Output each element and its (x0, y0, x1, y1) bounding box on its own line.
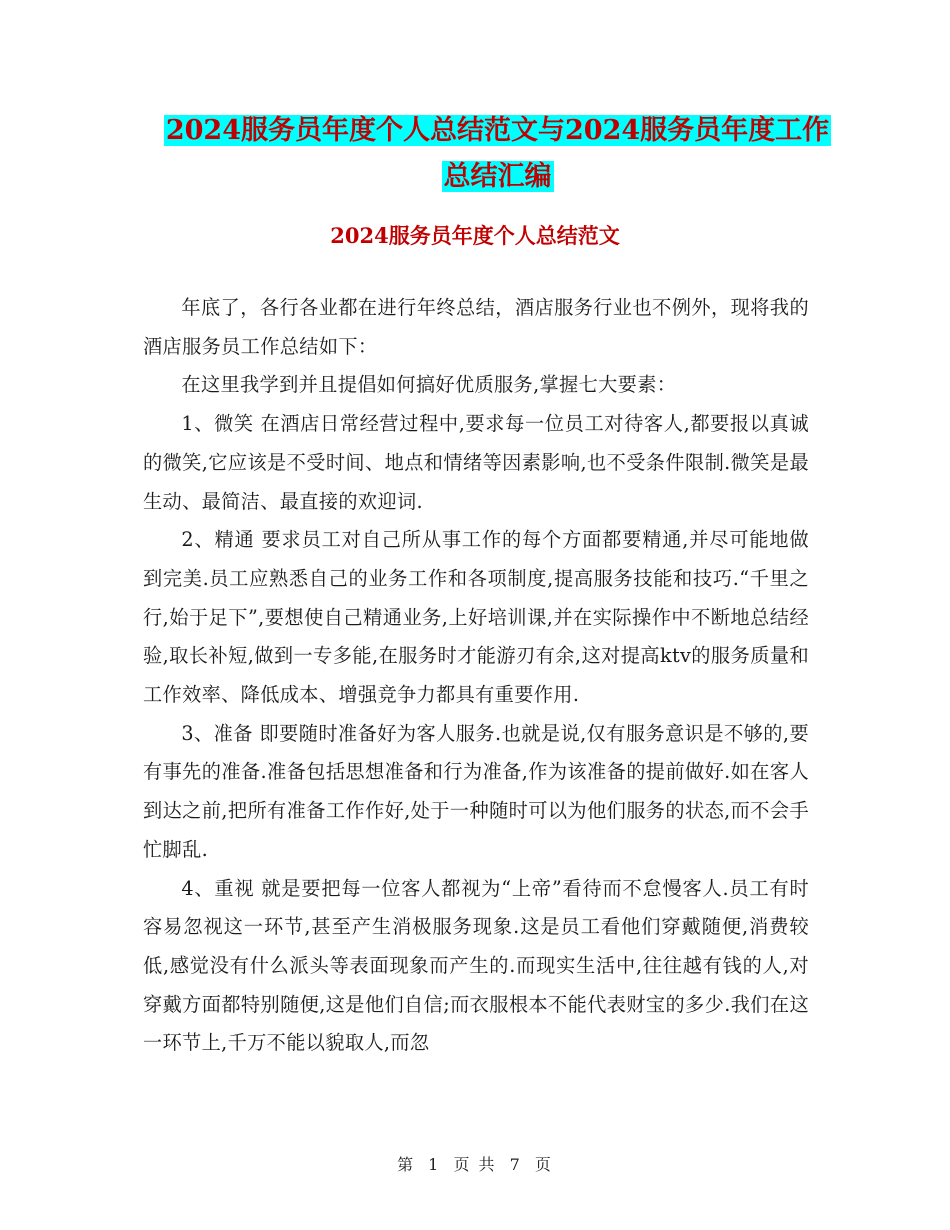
paragraph-preparation: 3、准备 即要随时准备好为客人服务.也就是说,仅有服务意识是不够的,要有事先的准备.准备包括思想准备和行为准备,作为该准备的提前做好.如在客人到达之前,把所有准备工作作好,处于一种随时可以为他们服务的状态,而不会手忙脚乱. (143, 721, 809, 861)
section-title: 2024服务员年度个人总结范文 (330, 223, 620, 248)
paragraph-elements: 在这里我学到并且提倡如何搞好优质服务,掌握七大要素： (181, 373, 677, 397)
title-line-1: 2024服务员年度个人总结范文与2024服务员年度工作 (165, 115, 830, 146)
page-footer (0, 1152, 950, 1175)
footer-current-page: 1 (428, 1155, 441, 1174)
footer-total-pages: 7 (509, 1155, 522, 1174)
document-title (140, 108, 855, 200)
paragraph-smile: 1、微笑 在酒店日常经营过程中,要求每一位员工对待客人,都要报以真诚的微笑,它应该是不受时间、地点和情绪等因素影响,也不受条件限制.微笑是最生动、最简洁、最直接的欢迎词. (143, 412, 809, 513)
paragraph-attention: 4、重视 就是要把每一位客人都视为“上帝”看待而不怠慢客人.员工有时容易忽视这一环节,甚至产生消极服务现象.这是员工看他们穿戴随便,消费较低,感觉没有什么派头等表面现象而产生的.而现实生活中,往往越有钱的人,对穿戴方面都特别随便,这是他们自信;而衣服根本不能代表财宝的多少.我们在这一环节上,千万不能以貌取人,而忽 (143, 876, 809, 1055)
footer-middle: 页 共 (453, 1155, 497, 1174)
body-text (143, 289, 809, 1063)
paragraph-intro: 年底了，各行各业都在进行年终总结，酒店服务行业也不例外，现将我的酒店服务员工作总结如下： (143, 296, 809, 358)
footer-suffix: 页 (534, 1155, 553, 1174)
footer-prefix: 第 (397, 1155, 416, 1174)
title-line-2: 总结汇编 (443, 161, 552, 192)
paragraph-proficiency: 2、精通 要求员工对自己所从事工作的每个方面都要精通,并尽可能地做到完美.员工应熟悉自己的业务工作和各项制度,提高服务技能和技巧.“千里之行,始于足下”,要想使自己精通业务,上好培训课,并在实际操作中不断地总结经验,取长补短,做到一专多能,在服务时才能游刃有余,这对提高ktv的服务质量和工作效率、降低成本、增强竞争力都具有重要作用. (143, 528, 809, 707)
